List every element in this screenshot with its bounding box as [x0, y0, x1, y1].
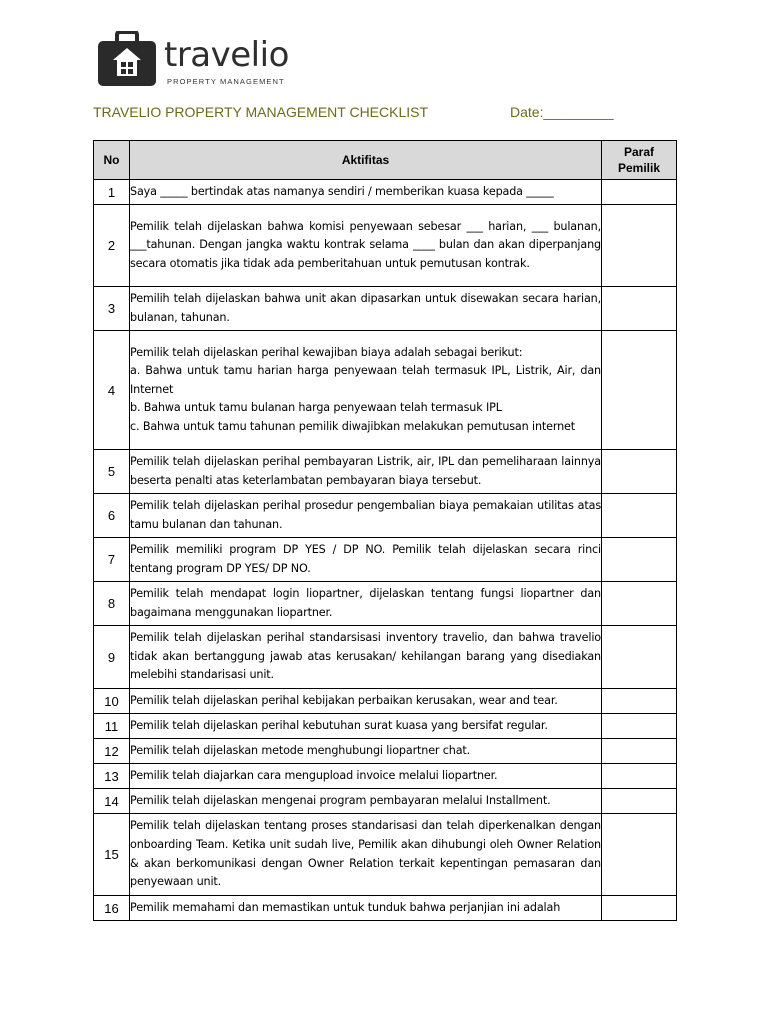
- table-row: [94, 331, 677, 450]
- owner-initial-cell[interactable]: [602, 789, 677, 814]
- row-activity: [130, 494, 602, 538]
- activity-text: Pemilik telah dijelaskan perihal standarsisasi inventory travelio, dan bahwa travelio tidak akan bertanggung jawab atas kerusakan/ kehilangan barang yang disediakan melebihi standarisasi unit.: [130, 631, 601, 682]
- column-header-paraf: Paraf Pemilik: [602, 141, 677, 180]
- table-row: [94, 896, 677, 921]
- row-activity: [130, 689, 602, 714]
- document-title: TRAVELIO PROPERTY MANAGEMENT CHECKLIST: [93, 104, 429, 120]
- activity-text: Pemilik telah mendapat login liopartner, dijelaskan tentang fungsi liopartner dan bagaimana menggunakan liopartner.: [130, 586, 601, 619]
- row-number: 9: [94, 626, 130, 689]
- row-number: 8: [94, 582, 130, 626]
- row-activity: [130, 896, 602, 921]
- row-number: 1: [94, 180, 130, 205]
- row-activity: [130, 538, 602, 582]
- activity-text: Pemilik memiliki program DP YES / DP NO. Pemilik telah dijelaskan secara rinci tentang program DP YES/ DP NO.: [130, 542, 601, 575]
- logo-wordmark: travelio: [164, 35, 289, 75]
- owner-initial-cell[interactable]: [602, 450, 677, 494]
- row-activity: [130, 287, 602, 331]
- table-row: [94, 689, 677, 714]
- activity-text: b. Bahwa untuk tamu bulanan harga penyewaan telah termasuk IPL: [130, 401, 502, 415]
- row-number: 6: [94, 494, 130, 538]
- row-number: 12: [94, 739, 130, 764]
- column-header-activity: Aktifitas: [130, 141, 602, 180]
- table-row: [94, 739, 677, 764]
- table-row: [94, 789, 677, 814]
- activity-text: Pemilik telah dijelaskan perihal kebutuhan surat kuasa yang bersifat regular.: [130, 718, 548, 732]
- activity-text: Pemilik telah dijelaskan perihal prosedur pengembalian biaya pemakaian utilitas atas tamu bulanan dan tahunan.: [130, 498, 601, 531]
- table-row: [94, 582, 677, 626]
- owner-initial-cell[interactable]: [602, 582, 677, 626]
- table-row: [94, 714, 677, 739]
- table-row: [94, 180, 677, 205]
- table-row: [94, 764, 677, 789]
- owner-initial-cell[interactable]: [602, 205, 677, 287]
- row-activity: [130, 626, 602, 689]
- row-activity: [130, 205, 602, 287]
- owner-initial-cell[interactable]: [602, 626, 677, 689]
- date-field-label: Date:_________: [510, 104, 614, 120]
- row-activity: [130, 582, 602, 626]
- row-number: 11: [94, 714, 130, 739]
- activity-text: a. Bahwa untuk tamu harian harga penyewaan telah termasuk IPL, Listrik, Air, dan Internet: [130, 364, 601, 396]
- activity-text: Pemilik memahami dan memastikan untuk tunduk bahwa perjanjian ini adalah: [130, 900, 561, 914]
- row-number: 5: [94, 450, 130, 494]
- table-header-row: [94, 141, 677, 180]
- row-activity: [130, 180, 602, 205]
- table-row: [94, 205, 677, 287]
- table-row: [94, 538, 677, 582]
- row-activity: [130, 739, 602, 764]
- checklist-table: [93, 140, 677, 921]
- row-number: 4: [94, 331, 130, 450]
- owner-initial-cell[interactable]: [602, 739, 677, 764]
- row-number: 7: [94, 538, 130, 582]
- row-number: 10: [94, 689, 130, 714]
- row-activity: [130, 814, 602, 896]
- row-activity: [130, 789, 602, 814]
- row-activity: [130, 764, 602, 789]
- row-activity: [130, 450, 602, 494]
- row-number: 16: [94, 896, 130, 921]
- owner-initial-cell[interactable]: [602, 896, 677, 921]
- owner-initial-cell[interactable]: [602, 287, 677, 331]
- activity-text: Pemilik telah dijelaskan perihal kewajiban biaya adalah sebagai berikut:: [130, 345, 523, 359]
- activity-text: Pemilik telah dijelaskan perihal pembayaran Listrik, air, IPL dan pemeliharaan lainnya beserta penalti atas keterlambatan pembayaran biaya tersebut.: [130, 454, 601, 487]
- activity-text: Pemilik telah diajarkan cara mengupload invoice melalui liopartner.: [130, 768, 498, 782]
- logo-subtitle: PROPERTY MANAGEMENT: [167, 77, 285, 86]
- travelio-logo: [97, 31, 297, 91]
- activity-text: Pemilik telah dijelaskan bahwa komisi penyewaan sebesar ___ harian, ___ bulanan, ___tahunan. Dengan jangka waktu kontrak selama ____ bulan dan akan diperpanjang secara otomatis jika tidak ada pemberitahuan untuk pemutusan kontrak.: [130, 219, 601, 270]
- owner-initial-cell[interactable]: [602, 814, 677, 896]
- row-number: 2: [94, 205, 130, 287]
- table-row: [94, 450, 677, 494]
- activity-text: Pemilih telah dijelaskan bahwa unit akan dipasarkan untuk disewakan secara harian, bulanan, tahunan.: [130, 291, 601, 324]
- row-number: 15: [94, 814, 130, 896]
- owner-initial-cell[interactable]: [602, 494, 677, 538]
- activity-text: Pemilik telah dijelaskan perihal kebijakan perbaikan kerusakan, wear and tear.: [130, 693, 558, 707]
- activity-text: Pemilik telah dijelaskan tentang proses standarisasi dan telah diperkenalkan dengan onboarding Team. Ketika unit sudah live, Pemilik akan dihubungi oleh Owner Relation & akan berkomunikasi dengan Owner Relation terkait kepentingan pemasaran dan penyewaan unit.: [130, 819, 601, 889]
- owner-initial-cell[interactable]: [602, 714, 677, 739]
- activity-text: Pemilik telah dijelaskan metode menghubungi liopartner chat.: [130, 743, 471, 757]
- house-suitcase-icon: [97, 31, 157, 87]
- activity-text: Pemilik telah dijelaskan mengenai program pembayaran melalui Installment.: [130, 793, 551, 807]
- column-header-no: No: [94, 141, 130, 180]
- owner-initial-cell[interactable]: [602, 538, 677, 582]
- row-activity: [130, 714, 602, 739]
- row-number: 14: [94, 789, 130, 814]
- table-row: [94, 626, 677, 689]
- row-number: 3: [94, 287, 130, 331]
- owner-initial-cell[interactable]: [602, 764, 677, 789]
- row-number: 13: [94, 764, 130, 789]
- table-row: [94, 814, 677, 896]
- activity-text: Saya _____ bertindak atas namanya sendiri / memberikan kuasa kepada _____: [130, 184, 554, 198]
- table-row: [94, 287, 677, 331]
- owner-initial-cell[interactable]: [602, 180, 677, 205]
- owner-initial-cell[interactable]: [602, 689, 677, 714]
- row-activity: [130, 331, 602, 450]
- table-row: [94, 494, 677, 538]
- activity-text: c. Bahwa untuk tamu tahunan pemilik diwajibkan melakukan pemutusan internet: [130, 419, 576, 433]
- owner-initial-cell[interactable]: [602, 331, 677, 450]
